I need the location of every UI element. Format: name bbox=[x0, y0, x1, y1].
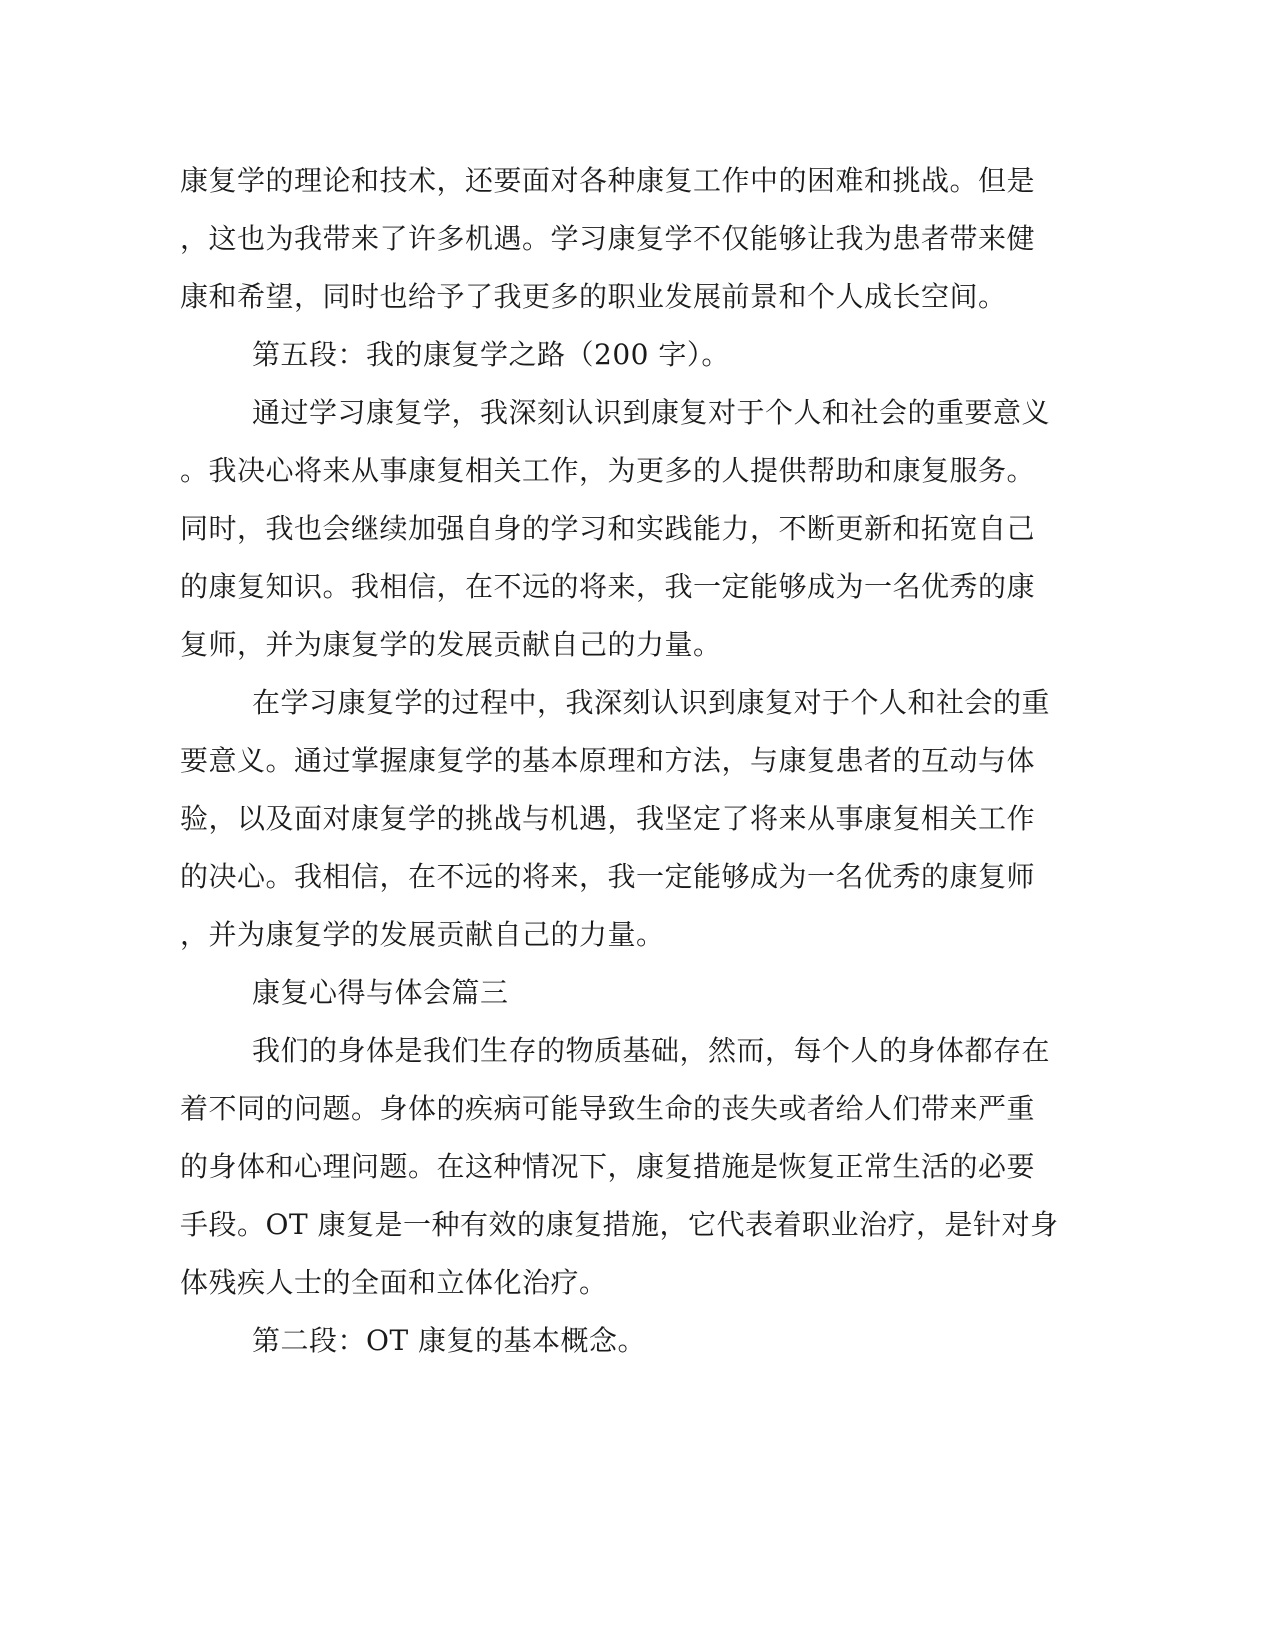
text-line: 同时，我也会继续加强自身的学习和实践能力，不断更新和拓宽自己 bbox=[180, 512, 1036, 545]
text-line: 复师，并为康复学的发展贡献自己的力量。 bbox=[180, 628, 722, 661]
text-line: 康和希望，同时也给予了我更多的职业发展前景和个人成长空间。 bbox=[180, 280, 1007, 313]
text-line: 体残疾人士的全面和立体化治疗。 bbox=[180, 1266, 608, 1299]
text-line: 通过学习康复学，我深刻认识到康复对于个人和社会的重要意义 bbox=[252, 396, 1051, 429]
text-line: ，并为康复学的发展贡献自己的力量。 bbox=[180, 918, 665, 951]
text-line: 手段。OT 康复是一种有效的康复措施，它代表着职业治疗，是针对身 bbox=[180, 1208, 1059, 1241]
section-heading: 第五段：我的康复学之路（200 字）。 bbox=[252, 338, 730, 371]
text-line: 我们的身体是我们生存的物质基础，然而，每个人的身体都存在 bbox=[252, 1034, 1051, 1067]
text-line: 验，以及面对康复学的挑战与机遇，我坚定了将来从事康复相关工作 bbox=[180, 802, 1036, 835]
text-line: 的身体和心理问题。在这种情况下，康复措施是恢复正常生活的必要 bbox=[180, 1150, 1036, 1183]
text-line: 要意义。通过掌握康复学的基本原理和方法，与康复患者的互动与体 bbox=[180, 744, 1036, 777]
text-line: 在学习康复学的过程中，我深刻认识到康复对于个人和社会的重 bbox=[252, 686, 1051, 719]
text-line: 康复学的理论和技术，还要面对各种康复工作中的困难和挑战。但是 bbox=[180, 164, 1036, 197]
text-line: 的康复知识。我相信，在不远的将来，我一定能够成为一名优秀的康 bbox=[180, 570, 1036, 603]
section-heading: 第二段：OT 康复的基本概念。 bbox=[252, 1324, 647, 1357]
text-line: ，这也为我带来了许多机遇。学习康复学不仅能够让我为患者带来健 bbox=[180, 222, 1036, 255]
chapter-heading: 康复心得与体会篇三 bbox=[252, 976, 509, 1009]
text-line: 着不同的问题。身体的疾病可能导致生命的丧失或者给人们带来严重 bbox=[180, 1092, 1036, 1125]
text-line: 。我决心将来从事康复相关工作，为更多的人提供帮助和康复服务。 bbox=[180, 454, 1036, 487]
text-line: 的决心。我相信，在不远的将来，我一定能够成为一名优秀的康复师 bbox=[180, 860, 1036, 893]
